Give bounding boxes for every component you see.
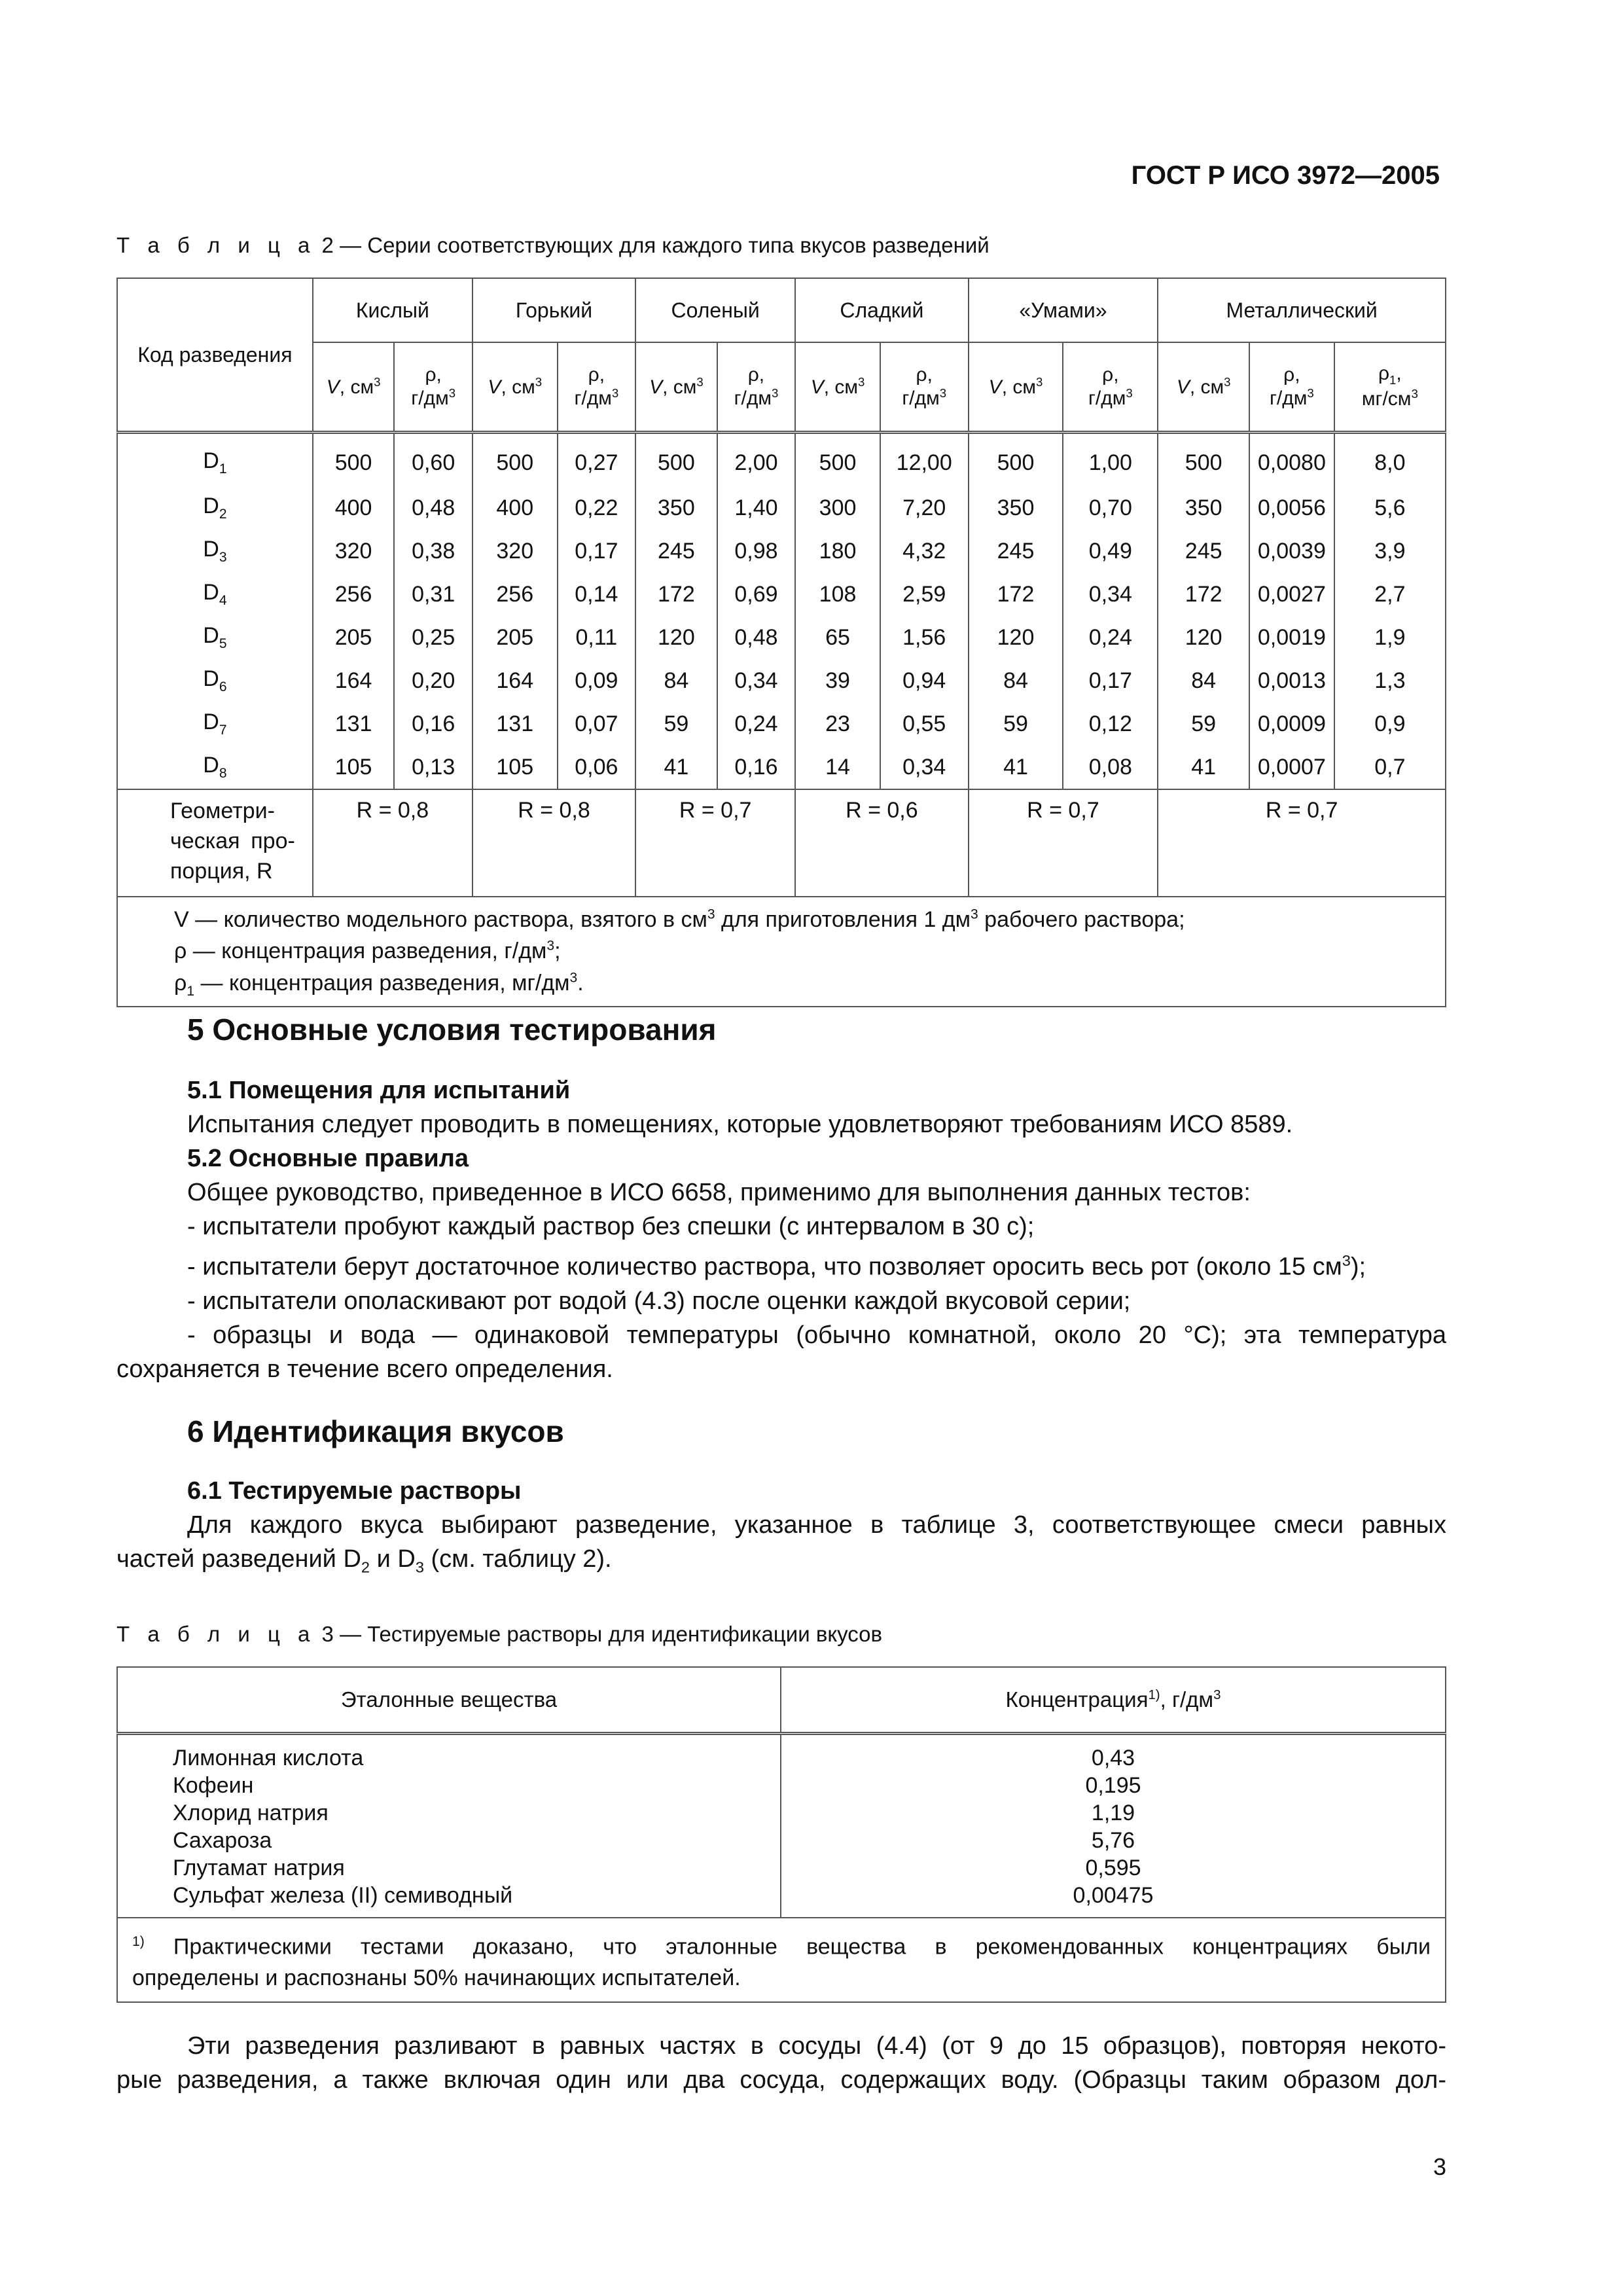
table-cell: 0,11 <box>558 616 636 659</box>
rho-symbol: ρ, <box>747 363 765 386</box>
table-cell: 5,6 <box>1334 486 1446 529</box>
table-cell: 164 <box>313 659 395 702</box>
substances-header: Эталонные вещества <box>117 1667 781 1734</box>
rho1-unit: мг/см <box>1361 388 1412 410</box>
rho1-comma: , <box>1396 363 1402 385</box>
table-cell: 180 <box>795 529 880 573</box>
table-row <box>117 616 1446 659</box>
table-cell: 320 <box>473 529 558 573</box>
table-row <box>117 702 1446 745</box>
volume-unit: , см <box>662 376 697 398</box>
table-cell: 0,06 <box>558 745 636 789</box>
rho-symbol: ρ, <box>1102 363 1119 386</box>
rho-symbol: ρ, <box>916 363 933 386</box>
substances-list <box>117 1734 781 1918</box>
section-6-body <box>116 1474 1446 1585</box>
table-cell: 120 <box>635 616 717 659</box>
table-cell: 0,09 <box>558 659 636 702</box>
table-cell: 0,94 <box>880 659 969 702</box>
cube-mark: 3 <box>1126 386 1133 400</box>
concentration-header <box>394 342 473 433</box>
code-letter: D <box>203 623 219 649</box>
volume-symbol: V <box>988 376 1002 398</box>
rho-symbol: ρ, <box>588 363 605 386</box>
cube-mark: 3 <box>374 374 381 389</box>
table-row <box>117 486 1446 529</box>
code-letter: D <box>203 448 219 474</box>
table-cell: 500 <box>1158 433 1249 487</box>
table-cell: 245 <box>635 529 717 573</box>
volume-unit: , см <box>339 376 374 398</box>
table-cell: 0,0009 <box>1249 702 1334 745</box>
table-cell: 108 <box>795 573 880 616</box>
table-cell: 0,0007 <box>1249 745 1334 789</box>
table-cell: 65 <box>795 616 880 659</box>
table-cell: 0,25 <box>394 616 473 659</box>
table-cell: 0,0039 <box>1249 529 1334 573</box>
table-cell: 172 <box>969 573 1063 616</box>
code-index: 8 <box>219 765 227 781</box>
table-cell: 0,0019 <box>1249 616 1334 659</box>
table-cell: 0,22 <box>558 486 636 529</box>
table-cell: 41 <box>1158 745 1249 789</box>
concentration-value: 0,43 <box>1091 1746 1135 1770</box>
table3-footnote: $^{1)}$ Практическими тестами доказано, что эталонные вещества в рекомендованных концентрациях были определены и распознаны 50% начинающих испытателей. <box>117 1918 1446 2002</box>
table3-caption-number: 3 <box>321 1622 334 1646</box>
table-cell: 0,24 <box>1063 616 1158 659</box>
dilution-code <box>117 486 313 529</box>
paragraph: Для каждого вкуса выбирают разведение, указанное в таблице 3, соответствующее смеси равных <box>187 1511 1446 1539</box>
rho-symbol: ρ, <box>425 363 442 386</box>
table-cell: 0,55 <box>880 702 969 745</box>
rho1-symbol <box>1338 363 1442 387</box>
volume-header <box>473 342 558 433</box>
subsection-6-1-heading: 6.1 Тестируемые растворы <box>187 1477 522 1505</box>
table-cell: 172 <box>1158 573 1249 616</box>
table2-notes <box>117 897 1446 1007</box>
code-index: 4 <box>219 592 227 608</box>
table-cell: 0,14 <box>558 573 636 616</box>
geo-label-line: порция, R <box>170 858 273 884</box>
table2-caption-number: 2 <box>321 233 334 257</box>
standard-number: ГОСТ Р ИСО 3972—2005 <box>1131 161 1440 190</box>
table-cell: 0,17 <box>1063 659 1158 702</box>
paragraph: Общее руководство, приведенное в ИСО 6658, применимо для выполнения данных тестов: <box>187 1179 1251 1206</box>
rho-unit: г/дм <box>1088 387 1126 409</box>
group-header: Горький <box>473 278 635 342</box>
concentration-value: 1,19 <box>1091 1801 1135 1825</box>
table-cell: 300 <box>795 486 880 529</box>
rho1-index: 1 <box>1389 373 1397 387</box>
table-cell: 0,24 <box>717 702 796 745</box>
table-cell: 3,9 <box>1334 529 1446 573</box>
table-cell: 0,0080 <box>1249 433 1334 487</box>
paragraph: Испытания следует проводить в помещениях, которые удовлетворяют требованиям ИСО 8589. <box>187 1111 1293 1138</box>
code-letter: D <box>203 666 219 692</box>
table-cell: 84 <box>969 659 1063 702</box>
concentration-header <box>558 342 636 433</box>
note-volume: V — количество модельного раствора, взятого в $см^3$ для приготовления 1 $дм^3$ рабочего раствора; <box>174 906 1185 932</box>
table-cell: 14 <box>795 745 880 789</box>
section-5-body <box>116 1073 1446 1386</box>
volume-header <box>969 342 1063 433</box>
table-cell: 0,34 <box>880 745 969 789</box>
substance-name: Хлорид натрия <box>173 1801 329 1825</box>
table-cell: 2,59 <box>880 573 969 616</box>
cube-mark: 3 <box>771 386 779 400</box>
note-rho: ρ — концентрация разведения, $г/дм^3$; <box>174 938 561 964</box>
table-cell: 0,48 <box>394 486 473 529</box>
table-cell: 7,20 <box>880 486 969 529</box>
table-cell: 205 <box>313 616 395 659</box>
concentration-header <box>1249 342 1334 433</box>
table-cell: 205 <box>473 616 558 659</box>
table-cell: 350 <box>1158 486 1249 529</box>
table-cell: 41 <box>969 745 1063 789</box>
table-cell: 0,31 <box>394 573 473 616</box>
geometric-ratio-label <box>117 789 313 897</box>
group-header: Сладкий <box>795 278 968 342</box>
table-cell: 1,00 <box>1063 433 1158 487</box>
table-row <box>117 573 1446 616</box>
table3-caption-text: — Тестируемые растворы для идентификации вкусов <box>333 1622 883 1646</box>
table-cell: 256 <box>313 573 395 616</box>
concentration-value: 0,595 <box>1085 1856 1141 1880</box>
table-cell: 12,00 <box>880 433 969 487</box>
geo-ratio-value: R = 0,7 <box>635 789 795 897</box>
paragraph-line: Эти разведения разливают в равных частях в сосуды (4.4) (от 9 до 15 образцов), повторяя некото- <box>187 2032 1446 2060</box>
section-6-heading: 6 Идентификация вкусов <box>187 1414 564 1448</box>
rho-unit: г/дм <box>574 387 612 409</box>
code-index: 7 <box>219 722 227 738</box>
table-cell: 0,08 <box>1063 745 1158 789</box>
rho-unit-line <box>883 386 965 410</box>
table-cell: 400 <box>313 486 395 529</box>
dilution-code <box>117 745 313 789</box>
table-cell: 0,0027 <box>1249 573 1334 616</box>
table-cell: 59 <box>969 702 1063 745</box>
substance-name: Сульфат железа (II) семиводный <box>173 1883 513 1908</box>
dilution-code <box>117 659 313 702</box>
list-item: - испытатели берут достаточное количество раствора, что позволяет оросить весь рот (около 15 $см^3$); <box>187 1252 1366 1281</box>
rho-unit-line <box>1066 386 1154 410</box>
table-cell: 2,00 <box>717 433 796 487</box>
concentration-header <box>717 342 796 433</box>
geo-ratio-value: R = 0,8 <box>313 789 473 897</box>
dilution-code <box>117 573 313 616</box>
table-cell: 0,9 <box>1334 702 1446 745</box>
page-number: 3 <box>1433 2153 1446 2180</box>
code-letter: D <box>203 537 219 562</box>
group-header: Металлический <box>1158 278 1446 342</box>
volume-header <box>313 342 395 433</box>
table-cell: 0,12 <box>1063 702 1158 745</box>
table-cell: 4,32 <box>880 529 969 573</box>
volume-unit: , см <box>1001 376 1036 398</box>
code-index: 5 <box>219 636 227 651</box>
table-cell: 0,07 <box>558 702 636 745</box>
closing-paragraph <box>116 2029 1446 2097</box>
table-cell: 172 <box>635 573 717 616</box>
code-header: Код разведения <box>117 278 313 433</box>
rho-unit: г/дм <box>902 387 940 409</box>
volume-unit: , см <box>1189 376 1224 398</box>
table-cell: 120 <box>969 616 1063 659</box>
code-index: 1 <box>219 461 227 476</box>
list-item-continuation: сохраняется в течение всего определения. <box>116 1355 613 1383</box>
geo-ratio-value: R = 0,6 <box>795 789 968 897</box>
geo-label-line: Геометри- <box>170 798 275 823</box>
table-cell: 0,20 <box>394 659 473 702</box>
table-cell: 59 <box>635 702 717 745</box>
volume-header <box>635 342 717 433</box>
table-cell: 39 <box>795 659 880 702</box>
table-cell: 105 <box>473 745 558 789</box>
section-5-heading: 5 Основные условия тестирования <box>187 1013 717 1047</box>
table-cell: 500 <box>635 433 717 487</box>
table-cell: 0,16 <box>717 745 796 789</box>
code-index: 2 <box>219 506 227 522</box>
rho-unit-line <box>721 386 793 410</box>
table-row <box>117 529 1446 573</box>
table-cell: 0,7 <box>1334 745 1446 789</box>
table-cell: 400 <box>473 486 558 529</box>
list-item: - испытатели ополаскивают рот водой (4.3) после оценки каждой вкусовой серии; <box>187 1287 1131 1315</box>
table3-caption <box>116 1622 882 1647</box>
cube-mark: 3 <box>1035 374 1043 389</box>
table-row <box>117 659 1446 702</box>
code-letter: D <box>203 580 219 605</box>
table-cell: 0,60 <box>394 433 473 487</box>
concentration-value: 0,00475 <box>1073 1883 1154 1908</box>
list-item: - образцы и вода — одинаковой температуры (обычно комнатной, около 20 °С); эта температура <box>187 1321 1446 1349</box>
table-cell: 0,49 <box>1063 529 1158 573</box>
table-cell: 84 <box>635 659 717 702</box>
concentration-value: 5,76 <box>1091 1828 1135 1853</box>
code-letter: D <box>203 753 219 778</box>
table-cell: 320 <box>313 529 395 573</box>
cube-mark: 3 <box>858 374 865 389</box>
substance-name: Лимонная кислота <box>173 1746 364 1770</box>
test-solutions-table <box>116 1666 1446 2003</box>
table-cell: 131 <box>473 702 558 745</box>
rho-unit: г/дм <box>1269 387 1308 409</box>
table-cell: 1,40 <box>717 486 796 529</box>
table2-caption-label: Т а б л и ц а <box>116 233 316 257</box>
group-header: Соленый <box>635 278 795 342</box>
note-rho1: $\rho_1$ — концентрация разведения, $мг/дм^3$. <box>174 970 584 999</box>
volume-symbol: V <box>326 376 340 398</box>
concentration-value: 0,195 <box>1085 1773 1141 1798</box>
table-row <box>117 433 1446 487</box>
concentrations-list <box>781 1734 1446 1918</box>
table-cell: 1,9 <box>1334 616 1446 659</box>
rho-unit: г/дм <box>411 387 449 409</box>
volume-header <box>1158 342 1249 433</box>
table-cell: 0,0056 <box>1249 486 1334 529</box>
subsection-5-2-heading: 5.2 Основные правила <box>187 1145 469 1172</box>
table-cell: 245 <box>1158 529 1249 573</box>
rho-unit-line <box>397 386 469 410</box>
table-cell: 41 <box>635 745 717 789</box>
table-cell: 350 <box>969 486 1063 529</box>
table-cell: 1,3 <box>1334 659 1446 702</box>
table-cell: 164 <box>473 659 558 702</box>
volume-header <box>795 342 880 433</box>
cube-mark: 3 <box>448 386 456 400</box>
geo-ratio-value: R = 0,7 <box>969 789 1158 897</box>
table-cell: 84 <box>1158 659 1249 702</box>
table3-caption-label: Т а б л и ц а <box>116 1622 316 1646</box>
cube-mark: 3 <box>1224 374 1231 389</box>
cube-mark: 3 <box>1307 386 1314 400</box>
subsection-5-1-heading: 5.1 Помещения для испытаний <box>187 1077 571 1104</box>
concentration-header <box>1063 342 1158 433</box>
code-letter: D <box>203 709 219 735</box>
table-cell: 8,0 <box>1334 433 1446 487</box>
table-cell: 256 <box>473 573 558 616</box>
substance-name: Глутамат натрия <box>173 1856 345 1880</box>
concentration-header <box>880 342 969 433</box>
volume-unit: , см <box>823 376 859 398</box>
rho-symbol: ρ, <box>1283 363 1300 386</box>
cube-mark: 3 <box>696 374 704 389</box>
volume-symbol: V <box>810 376 824 398</box>
rho-unit-line <box>561 386 633 410</box>
volume-unit: , см <box>501 376 535 398</box>
table-cell: 2,7 <box>1334 573 1446 616</box>
rho1-unit-line <box>1338 387 1442 411</box>
table2-caption <box>116 233 990 258</box>
table-cell: 500 <box>969 433 1063 487</box>
substance-name: Сахароза <box>173 1828 272 1853</box>
table-cell: 0,69 <box>717 573 796 616</box>
concentration-mg-header <box>1334 342 1446 433</box>
code-index: 3 <box>219 549 227 565</box>
paragraph-line: рые разведения, а также включая один или два сосуда, содержащих воду. (Образцы таким образом дол- <box>116 2066 1446 2094</box>
group-header: «Умами» <box>969 278 1158 342</box>
table-cell: 59 <box>1158 702 1249 745</box>
table-cell: 350 <box>635 486 717 529</box>
dilution-code <box>117 529 313 573</box>
paragraph-continuation: частей разведений $D_2$ и $D_3$ (см. таблицу 2). <box>116 1545 612 1576</box>
rho1-letter: ρ <box>1378 363 1390 385</box>
table-cell: 0,98 <box>717 529 796 573</box>
table-cell: 0,17 <box>558 529 636 573</box>
dilution-code <box>117 702 313 745</box>
table-cell: 0,70 <box>1063 486 1158 529</box>
volume-symbol: V <box>1176 376 1190 398</box>
cube-mark: 3 <box>1411 387 1418 401</box>
dilution-code <box>117 433 313 487</box>
geo-label-line: ческая про- <box>170 828 295 853</box>
geo-ratio-value: R = 0,7 <box>1158 789 1446 897</box>
volume-symbol: V <box>488 376 501 398</box>
cube-mark: 3 <box>535 374 543 389</box>
table-cell: 105 <box>313 745 395 789</box>
group-header: Кислый <box>313 278 473 342</box>
table-cell: 0,27 <box>558 433 636 487</box>
table-cell: 23 <box>795 702 880 745</box>
table-cell: 0,13 <box>394 745 473 789</box>
dilution-series-table <box>116 278 1446 1007</box>
rho-unit-line <box>1253 386 1331 410</box>
table-cell: 0,48 <box>717 616 796 659</box>
cube-mark: 3 <box>611 386 619 400</box>
table-cell: 120 <box>1158 616 1249 659</box>
table-cell: 0,0013 <box>1249 659 1334 702</box>
table-cell: 0,16 <box>394 702 473 745</box>
geo-ratio-value: R = 0,8 <box>473 789 635 897</box>
dilution-code <box>117 616 313 659</box>
rho-unit: г/дм <box>734 387 772 409</box>
list-item: - испытатели пробуют каждый раствор без спешки (с интервалом в 30 с); <box>187 1213 1035 1240</box>
table-cell: 500 <box>795 433 880 487</box>
concentration-header: Концентрация$^{1)}$, $г/дм^3$ <box>781 1667 1446 1734</box>
table-cell: 0,34 <box>1063 573 1158 616</box>
table-cell: 0,34 <box>717 659 796 702</box>
code-index: 6 <box>219 679 227 694</box>
table2-caption-text: — Серии соответствующих для каждого типа вкусов разведений <box>333 233 990 257</box>
table-cell: 1,56 <box>880 616 969 659</box>
table-cell: 131 <box>313 702 395 745</box>
volume-symbol: V <box>649 376 663 398</box>
substance-name: Кофеин <box>173 1773 254 1798</box>
table-cell: 0,38 <box>394 529 473 573</box>
table-cell: 245 <box>969 529 1063 573</box>
cube-mark: 3 <box>939 386 947 400</box>
table-cell: 500 <box>313 433 395 487</box>
table-row <box>117 745 1446 789</box>
code-letter: D <box>203 493 219 519</box>
table-cell: 500 <box>473 433 558 487</box>
